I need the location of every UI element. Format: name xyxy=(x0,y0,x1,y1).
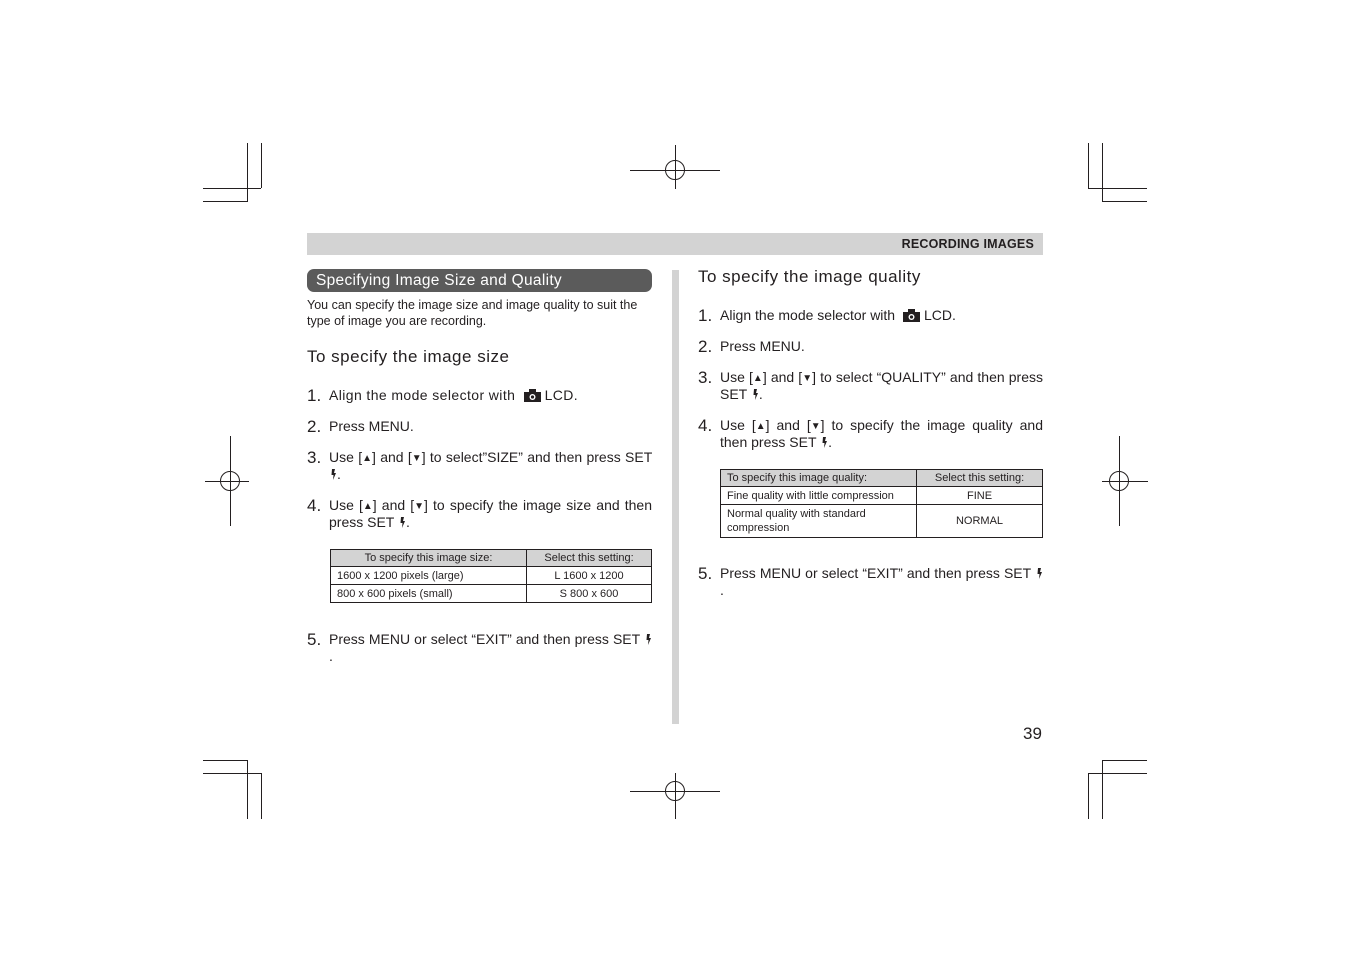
step-text-after: . xyxy=(758,386,763,402)
step-number: 5. xyxy=(307,630,322,649)
step-text-mid: ] to specify the image quality and then press SET xyxy=(720,417,1043,450)
step-number: 3. xyxy=(307,448,322,467)
step-text-after: . xyxy=(720,582,724,598)
step-text-after: . xyxy=(828,434,833,450)
step-text-mid: ] and [ xyxy=(765,417,811,433)
table-header-row xyxy=(331,550,652,567)
header-bar xyxy=(307,233,1043,255)
table-cell: FINE xyxy=(917,487,1043,505)
table-cell: NORMAL xyxy=(917,505,1043,538)
step-text-after: . xyxy=(406,514,410,530)
step-text: Use [ xyxy=(329,497,363,513)
table-row xyxy=(721,487,1043,505)
step-text: Align the mode selector with xyxy=(329,387,516,403)
step-text-mid: ] to select “QUALITY” and then press SET xyxy=(720,369,1043,402)
step-text-mid: ] and [ xyxy=(762,369,803,385)
camera-icon xyxy=(524,389,541,402)
quality-step-1 xyxy=(698,307,1043,324)
step-text: Use [ xyxy=(720,417,756,433)
size-step-5 xyxy=(307,631,652,665)
step-text: Use [ xyxy=(329,449,363,465)
table-header: To specify this image quality: xyxy=(721,470,917,487)
table-row xyxy=(331,585,652,603)
step-number: 5. xyxy=(698,564,713,583)
table-cell: L 1600 x 1200 xyxy=(527,567,652,585)
table-row xyxy=(721,505,1043,538)
quality-table xyxy=(720,469,1043,538)
table-header: To specify this image size: xyxy=(331,550,527,567)
camera-icon xyxy=(903,309,920,322)
table-cell: Normal quality with standard compression xyxy=(721,505,917,538)
up-arrow-icon: ▲ xyxy=(755,421,766,432)
step-text-mid: ] and [ xyxy=(372,497,415,513)
up-arrow-icon: ▲ xyxy=(362,501,373,512)
step-number: 3. xyxy=(698,368,713,387)
quality-step-3 xyxy=(698,369,1043,403)
step-number: 2. xyxy=(307,417,322,436)
table-header-row xyxy=(721,470,1043,487)
quality-step-2 xyxy=(698,338,1043,355)
section-title: Specifying Image Size and Quality xyxy=(307,269,652,292)
up-arrow-icon: ▲ xyxy=(752,373,763,384)
step-text: Press MENU or select “EXIT” and then press SET xyxy=(329,631,640,647)
step-text-mid: ] and [ xyxy=(372,449,412,465)
step-text: Press MENU or select “EXIT” and then press SET xyxy=(720,565,1031,581)
step-text-after: LCD. xyxy=(544,387,579,403)
page-number: 39 xyxy=(1023,724,1042,743)
step-text-mid: ] to select”SIZE” and then press SET xyxy=(421,449,652,465)
down-arrow-icon: ▼ xyxy=(414,501,425,512)
flash-icon xyxy=(1037,568,1043,579)
step-number: 4. xyxy=(698,416,713,435)
step-number: 4. xyxy=(307,496,322,515)
step-number: 1. xyxy=(307,386,322,405)
table-row xyxy=(331,567,652,585)
size-step-2 xyxy=(307,418,652,435)
size-table xyxy=(330,549,652,603)
table-cell: Fine quality with little compression xyxy=(721,487,917,505)
step-text: Press MENU. xyxy=(329,418,414,434)
step-text-mid: ] to specify the image size and then press SET xyxy=(329,497,652,530)
step-text: Align the mode selector with xyxy=(720,307,896,323)
up-arrow-icon: ▲ xyxy=(362,453,373,464)
down-arrow-icon: ▼ xyxy=(810,421,821,432)
step-text: Press MENU. xyxy=(720,338,805,354)
quality-step-4 xyxy=(698,417,1043,451)
down-arrow-icon: ▼ xyxy=(411,453,422,464)
size-step-3 xyxy=(307,449,652,483)
quality-step-5 xyxy=(698,565,1043,599)
step-text: Use [ xyxy=(720,369,753,385)
size-heading: To specify the image size xyxy=(307,347,510,366)
table-header: Select this setting: xyxy=(527,550,652,567)
size-step-1 xyxy=(307,387,652,404)
step-text-after: . xyxy=(329,648,333,664)
header-title: RECORDING IMAGES xyxy=(901,237,1034,251)
table-cell: 1600 x 1200 pixels (large) xyxy=(331,567,527,585)
quality-heading: To specify the image quality xyxy=(698,267,921,286)
table-header: Select this setting: xyxy=(917,470,1043,487)
down-arrow-icon: ▼ xyxy=(802,373,813,384)
step-text-after: . xyxy=(337,466,341,482)
intro-text: You can specify the image size and image quality to suit the type of image you are recording. xyxy=(307,298,638,328)
flash-icon xyxy=(646,634,652,645)
step-number: 2. xyxy=(698,337,713,356)
step-text-after: LCD. xyxy=(923,307,956,323)
table-cell: S 800 x 600 xyxy=(527,585,652,603)
table-cell: 800 x 600 pixels (small) xyxy=(331,585,527,603)
size-step-4 xyxy=(307,497,652,531)
step-number: 1. xyxy=(698,306,713,325)
column-divider xyxy=(672,270,679,724)
